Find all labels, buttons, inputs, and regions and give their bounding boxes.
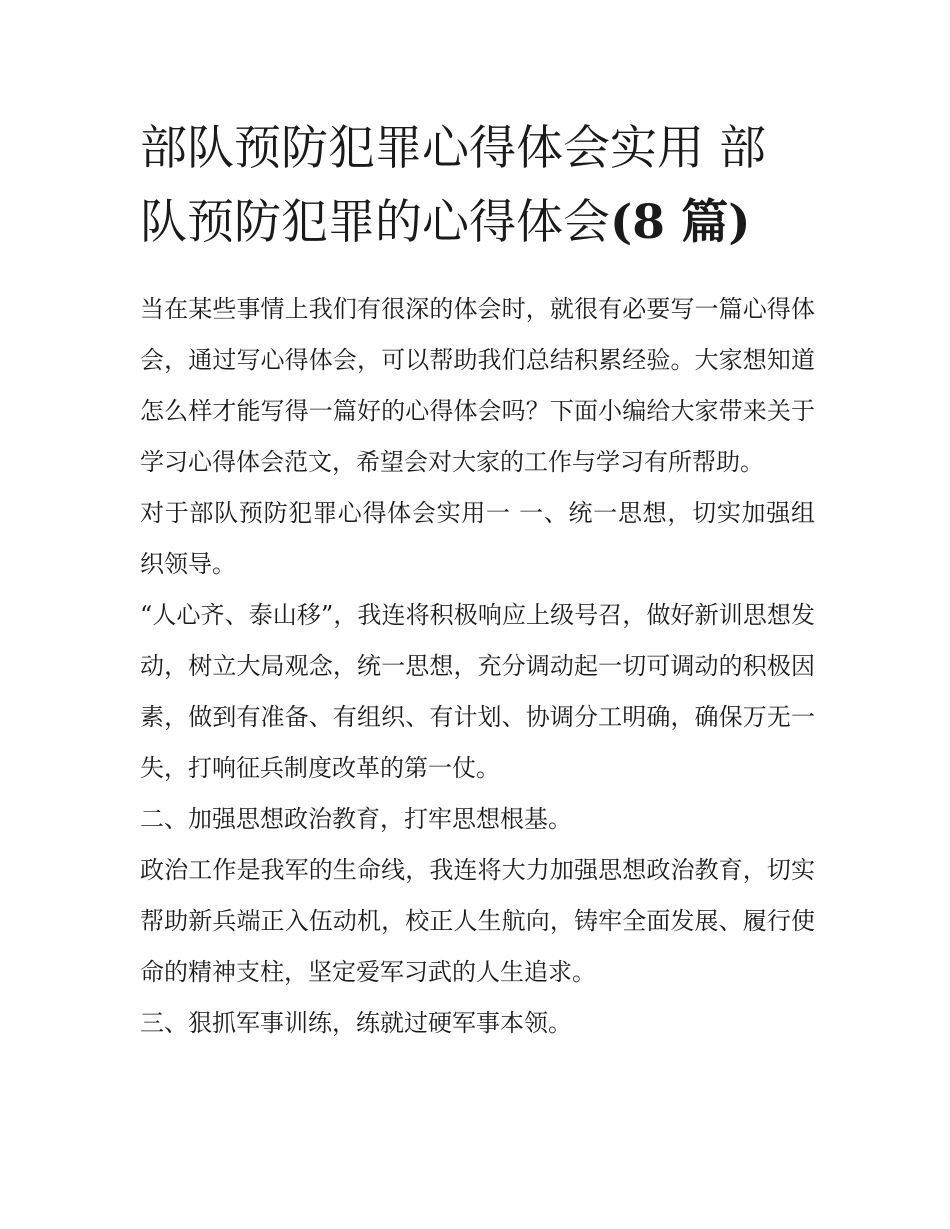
title-count: (8 篇) [610, 195, 751, 250]
paragraph-section-1-body: “人心齐、泰山移”，我连将积极响应上级号召，做好新训思想发动，树立大局观念，统一思想，充分调动起一切可调动的积极因素，做到有准备、有组织、有计划、协调分工明确，确保万无一失，打响征兵制度改革的第一仗。 [140, 601, 815, 782]
paragraph-section-3: 三、狠抓军事训练，练就过硬军事本领。 [140, 1009, 572, 1037]
paragraph-section-2-body: 政治工作是我军的生命线，我连将大力加强思想政治教育，切实帮助新兵端正入伍动机，校正人生航向，铸牢全面发展、履行使命的精神支柱，坚定爱军习武的人生追求。 [140, 856, 815, 986]
title-line-2: 队预防犯罪的心得体会 [140, 195, 610, 250]
document-page [140, 112, 815, 1049]
paragraph-section-1: 对于部队预防犯罪心得体会实用一 一、统一思想，切实加强组织领导。 [140, 499, 815, 578]
paragraph-section-2: 二、加强思想政治教育，打牢思想根基。 [140, 805, 572, 833]
title-line-1: 部队预防犯罪心得体会实用 部 [140, 121, 766, 176]
document-title [140, 112, 815, 260]
document-body [140, 284, 815, 1049]
paragraph-intro: 当在某些事情上我们有很深的体会时，就很有必要写一篇心得体会，通过写心得体会，可以帮助我们总结积累经验。大家想知道怎么样才能写得一篇好的心得体会吗？下面小编给大家带来关于学习心得体会范文，希望会对大家的工作与学习有所帮助。 [140, 295, 815, 476]
